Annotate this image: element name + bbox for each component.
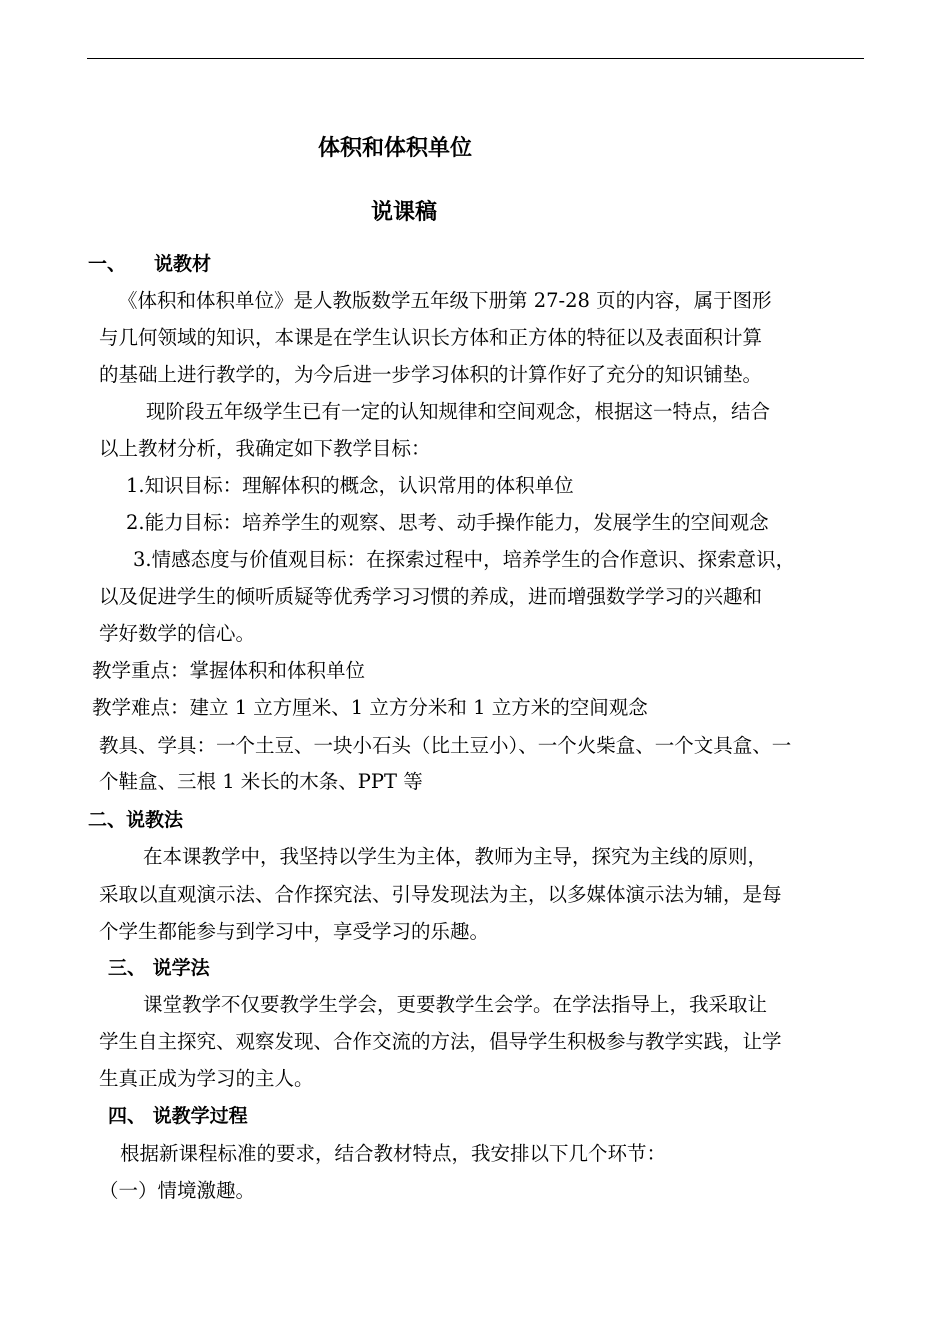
teaching-aids-cont: 个鞋盒、三根 1 米长的木条、PPT 等	[99, 770, 423, 793]
teaching-focus: 教学重点：掌握体积和体积单位	[92, 659, 366, 682]
section-1-heading-number: 一、	[88, 253, 127, 275]
header-rule	[87, 58, 864, 59]
document-subtitle: 说课稿	[371, 200, 438, 225]
section-4-heading: 四、 说教学过程	[108, 1105, 248, 1127]
document-title: 体积和体积单位	[318, 136, 473, 161]
paragraph-line: 根据新课程标准的要求，结合教材特点，我安排以下几个环节：	[120, 1142, 667, 1165]
objective-attitude: 3.情感态度与价值观目标：在探索过程中，培养学生的合作意识、探索意识，	[133, 548, 796, 571]
section-3-heading: 三、 说学法	[108, 957, 210, 979]
paragraph-line: 采取以直观演示法、合作探究法、引导发现法为主，以多媒体演示法为辅，是每	[99, 883, 782, 906]
objective-ability: 2.能力目标：培养学生的观察、思考、动手操作能力，发展学生的空间观念	[126, 511, 769, 534]
paragraph-line: 以及促进学生的倾听质疑等优秀学习习惯的养成，进而增强数学学习的兴趣和	[99, 585, 763, 608]
paragraph-line: 以上教材分析，我确定如下教学目标：	[99, 437, 431, 460]
paragraph-line: 《体积和体积单位》是人教版数学五年级下册第 27-28 页的内容，属于图形	[118, 289, 772, 312]
section-1-heading: 说教材	[154, 253, 212, 275]
paragraph-line: 的基础上进行教学的，为今后进一步学习体积的计算作好了充分的知识铺垫。	[99, 363, 763, 386]
paragraph-line: 与几何领域的知识，本课是在学生认识长方体和正方体的特征以及表面积计算	[99, 326, 763, 349]
paragraph-line: 学生自主探究、观察发现、合作交流的方法，倡导学生积极参与教学实践，让学	[99, 1030, 782, 1053]
teaching-difficulty: 教学难点：建立 1 立方厘米、1 立方分米和 1 立方米的空间观念	[92, 696, 648, 719]
paragraph-line: 课堂教学不仅要教学生学会，更要教学生会学。在学法指导上，我采取让	[143, 993, 768, 1016]
paragraph-line: 现阶段五年级学生已有一定的认知规律和空间观念，根据这一特点，结合	[146, 400, 771, 423]
paragraph-line: 生真正成为学习的主人。	[99, 1067, 314, 1090]
objective-knowledge: 1.知识目标：理解体积的概念，认识常用的体积单位	[126, 474, 574, 497]
paragraph-line: 在本课教学中，我坚持以学生为主体，教师为主导，探究为主线的原则，	[143, 845, 768, 868]
teaching-aids: 教具、学具：一个土豆、一块小石头（比土豆小）、一个火柴盒、一个文具盒、一	[99, 734, 792, 757]
paragraph-line: 个学生都能参与到学习中，享受学习的乐趣。	[99, 920, 490, 943]
paragraph-line: 学好数学的信心。	[99, 622, 256, 645]
subsection-heading: （一）情境激趣。	[99, 1179, 256, 1202]
section-2-heading: 二、说教法	[88, 809, 184, 831]
